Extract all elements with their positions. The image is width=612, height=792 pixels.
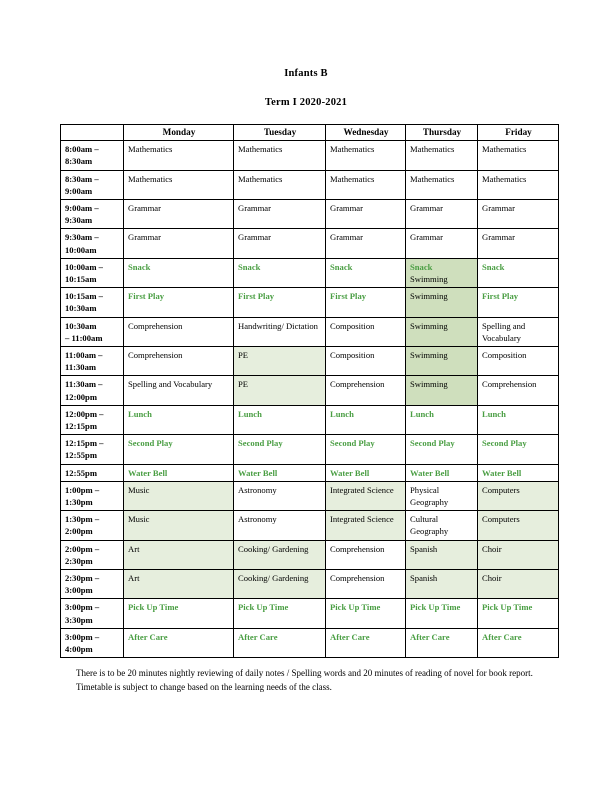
activity-label: Cooking/ Gardening <box>238 573 309 584</box>
schedule-cell <box>124 141 234 170</box>
schedule-cell <box>124 347 234 376</box>
schedule-cell <box>478 599 559 628</box>
schedule-cell <box>478 347 559 376</box>
activity-label: Mathematics <box>482 173 527 184</box>
schedule-cell <box>124 170 234 199</box>
table-row <box>61 464 559 481</box>
time-slot-label <box>61 317 124 346</box>
schedule-cell <box>478 511 559 540</box>
activity-label: Astronomy <box>238 484 277 495</box>
schedule-cell <box>234 170 326 199</box>
table-row <box>61 599 559 628</box>
activity-label: First Play <box>482 291 519 302</box>
schedule-cell <box>234 258 326 287</box>
activity-label: PE <box>238 379 249 390</box>
schedule-cell <box>234 229 326 258</box>
table-row <box>61 170 559 199</box>
activity-label: Pick Up Time <box>410 602 461 613</box>
time-line-2: 2:30pm <box>65 555 93 566</box>
activity-label: Comprehension <box>128 350 183 360</box>
time-line-1: 2:30pm – <box>65 573 100 584</box>
activity-label: Cooking/ Gardening <box>238 543 309 554</box>
activity-label: Pick Up Time <box>482 602 533 613</box>
schedule-cell <box>406 540 478 569</box>
schedule-cell <box>326 229 406 258</box>
time-line-1: 10:15am – <box>65 291 103 302</box>
footnote: There is to be 20 minutes nightly reviewing of daily notes / Spelling words and 20 minutes of reading of novel for book report. Timetable is subject to change based on the learning needs of the class. <box>76 668 533 692</box>
time-line-2: 12:55pm <box>65 450 97 461</box>
activity-label: Grammar <box>128 232 161 243</box>
schedule-cell <box>124 481 234 510</box>
schedule-cell <box>478 405 559 434</box>
time-slot-label <box>61 435 124 464</box>
time-slot-label <box>61 599 124 628</box>
activity-label: Composition <box>330 350 375 360</box>
time-slot-label <box>61 464 124 481</box>
activity-label: Art <box>128 543 140 554</box>
activity-label: Snack <box>410 261 433 272</box>
schedule-cell <box>406 229 478 258</box>
activity-label: Second Play <box>128 438 173 449</box>
schedule-cell <box>326 141 406 170</box>
schedule-cell <box>406 599 478 628</box>
table-row <box>61 141 559 170</box>
activity-label: Composition <box>330 320 375 331</box>
schedule-cell <box>478 170 559 199</box>
schedule-cell <box>234 599 326 628</box>
schedule-cell <box>124 599 234 628</box>
activity-label: Spanish <box>410 543 438 554</box>
activity-label: Pick Up Time <box>330 602 381 613</box>
activity-label: Integrated Science <box>330 484 394 495</box>
time-slot-label <box>61 540 124 569</box>
schedule-cell <box>326 376 406 405</box>
time-line-2: 12:15pm <box>65 421 97 432</box>
header-row <box>61 125 559 141</box>
activity-label: Mathematics <box>410 144 455 155</box>
column-header-wednesday: Wednesday <box>326 125 406 141</box>
time-line-2: 2:00pm <box>65 526 93 537</box>
activity-label: Second Play <box>410 438 455 449</box>
schedule-cell <box>326 258 406 287</box>
activity-label: Snack <box>128 261 151 272</box>
time-line-1: 1:30pm – <box>65 514 100 525</box>
time-slot-label <box>61 405 124 434</box>
schedule-cell <box>478 199 559 228</box>
schedule-cell <box>124 288 234 317</box>
time-line-2: – 11:00am <box>65 332 103 343</box>
activity-label: After Care <box>330 631 370 642</box>
activity-label: Lunch <box>482 408 506 419</box>
time-slot-label <box>61 141 124 170</box>
schedule-cell <box>234 317 326 346</box>
activity-label: Pick Up Time <box>238 602 289 613</box>
timetable-corner-cell <box>61 125 124 141</box>
schedule-cell <box>478 435 559 464</box>
schedule-cell <box>234 570 326 599</box>
activity-label: PE <box>238 350 249 360</box>
activity-label: Astronomy <box>238 514 277 525</box>
schedule-cell <box>326 570 406 599</box>
schedule-cell <box>406 481 478 510</box>
time-slot-label <box>61 258 124 287</box>
schedule-cell <box>326 347 406 376</box>
time-line-1: 10:00am – <box>65 261 103 272</box>
schedule-cell <box>478 481 559 510</box>
schedule-cell <box>124 229 234 258</box>
activity-label: Art <box>128 573 140 584</box>
activity-label: Music <box>128 514 150 525</box>
activity-label: Snack <box>238 261 261 272</box>
schedule-cell <box>478 258 559 287</box>
activity-label: After Care <box>128 631 168 642</box>
table-row <box>61 288 559 317</box>
activity-label: Grammar <box>482 232 515 243</box>
schedule-cell <box>326 435 406 464</box>
activity-label: Spelling and Vocabulary <box>128 379 213 390</box>
schedule-cell <box>478 229 559 258</box>
activity-label: Lunch <box>238 408 262 419</box>
column-header-monday: Monday <box>124 125 234 141</box>
time-line-2: 9:00am <box>65 185 93 196</box>
activity-label: Water Bell <box>482 467 522 478</box>
activity-label: Swimming <box>410 320 448 331</box>
schedule-cell <box>406 511 478 540</box>
time-slot-label <box>61 570 124 599</box>
table-row <box>61 481 559 510</box>
time-line-2: 8:30am <box>65 156 93 167</box>
schedule-cell <box>234 435 326 464</box>
time-line-2: 3:30pm <box>65 614 93 625</box>
schedule-cell <box>406 435 478 464</box>
activity-label: Lunch <box>330 408 354 419</box>
activity-label: Choir <box>482 543 502 554</box>
schedule-cell <box>478 288 559 317</box>
schedule-cell <box>124 511 234 540</box>
page-subtitle: Term I 2020-2021 <box>264 96 348 108</box>
time-line-1: 10:30am <box>65 320 97 331</box>
schedule-cell <box>326 288 406 317</box>
activity-label: Computers <box>482 484 520 495</box>
activity-label: Snack <box>330 261 353 272</box>
activity-label: First Play <box>238 291 275 302</box>
schedule-cell <box>124 258 234 287</box>
schedule-cell <box>326 317 406 346</box>
activity-label: Comprehension <box>330 573 385 584</box>
time-line-1: 2:00pm – <box>65 543 100 554</box>
schedule-cell <box>234 481 326 510</box>
schedule-cell <box>326 170 406 199</box>
table-row <box>61 258 559 287</box>
activity-label: Music <box>128 484 150 495</box>
time-line-1: 12:55pm <box>65 467 97 478</box>
activity-label: First Play <box>128 291 165 302</box>
activity-label: Grammar <box>330 232 363 243</box>
activity-label: Water Bell <box>128 467 168 478</box>
timetable-header <box>61 125 559 141</box>
schedule-cell <box>124 435 234 464</box>
activity-label: Grammar <box>410 202 443 213</box>
activity-label: Pick Up Time <box>128 602 179 613</box>
schedule-cell <box>478 376 559 405</box>
schedule-cell <box>406 628 478 657</box>
schedule-cell <box>326 199 406 228</box>
activity-label: Second Play <box>330 438 375 449</box>
activity-label: Composition <box>482 350 527 360</box>
time-line-1: 8:00am – <box>65 144 99 155</box>
schedule-cell <box>326 540 406 569</box>
document-heading <box>0 0 612 108</box>
time-line-2: 12:00pm <box>65 391 97 402</box>
activity-label: Computers <box>482 514 520 525</box>
activity-label: After Care <box>238 631 278 642</box>
activity-label: Mathematics <box>410 173 455 184</box>
activity-label: Mathematics <box>128 173 173 184</box>
activity-label: Grammar <box>410 232 443 243</box>
activity-label: Grammar <box>482 202 515 213</box>
activity-label: Choir <box>482 573 502 584</box>
schedule-cell <box>406 288 478 317</box>
schedule-cell <box>406 317 478 346</box>
schedule-cell <box>124 540 234 569</box>
schedule-cell <box>326 511 406 540</box>
activity-label: Physical Geography <box>410 484 449 508</box>
time-line-1: 11:00am – <box>65 350 103 360</box>
time-line-1: 9:00am – <box>65 202 99 213</box>
schedule-cell <box>124 317 234 346</box>
activity-label: Water Bell <box>330 467 370 478</box>
schedule-cell <box>124 628 234 657</box>
time-line-2: 10:15am <box>65 273 97 284</box>
time-line-2: 10:00am <box>65 244 97 255</box>
schedule-cell <box>326 481 406 510</box>
schedule-cell <box>326 628 406 657</box>
column-header-tuesday: Tuesday <box>234 125 326 141</box>
schedule-cell <box>124 405 234 434</box>
time-line-2: 4:00pm <box>65 644 93 655</box>
schedule-cell <box>326 599 406 628</box>
activity-label: Water Bell <box>238 467 278 478</box>
table-row <box>61 347 559 376</box>
time-slot-label <box>61 288 124 317</box>
activity-label: Second Play <box>482 438 527 449</box>
time-slot-label <box>61 347 124 376</box>
table-row <box>61 570 559 599</box>
schedule-cell <box>234 347 326 376</box>
time-slot-label <box>61 481 124 510</box>
table-row <box>61 540 559 569</box>
schedule-cell <box>234 405 326 434</box>
schedule-cell <box>478 628 559 657</box>
activity-label: Grammar <box>128 202 161 213</box>
activity-label: After Care <box>410 631 450 642</box>
schedule-cell <box>234 628 326 657</box>
activity-label: Lunch <box>410 408 434 419</box>
time-line-2: 1:30pm <box>65 497 93 508</box>
time-line-1: 9:30am – <box>65 232 99 243</box>
schedule-cell <box>478 141 559 170</box>
time-slot-label <box>61 511 124 540</box>
time-slot-label <box>61 229 124 258</box>
schedule-cell <box>406 258 478 287</box>
table-row <box>61 435 559 464</box>
time-slot-label <box>61 199 124 228</box>
timetable-body <box>61 141 559 658</box>
time-line-2: 3:00pm <box>65 585 93 596</box>
activity-label: Swimming <box>410 379 448 390</box>
activity-label: Mathematics <box>238 144 283 155</box>
time-slot-label <box>61 376 124 405</box>
schedule-cell <box>406 464 478 481</box>
time-line-2: 9:30am <box>65 215 93 226</box>
schedule-cell <box>234 511 326 540</box>
schedule-cell <box>124 464 234 481</box>
activity-label: Spanish <box>410 573 438 584</box>
activity-label: After Care <box>482 631 522 642</box>
schedule-cell <box>406 141 478 170</box>
time-slot-label <box>61 628 124 657</box>
table-row <box>61 229 559 258</box>
time-line-1: 1:00pm – <box>65 484 100 495</box>
activity-label: Spelling and Vocabulary <box>482 320 526 343</box>
table-row <box>61 628 559 657</box>
schedule-cell <box>234 464 326 481</box>
timetable-container <box>0 124 612 658</box>
time-line-2: 10:30am <box>65 303 97 314</box>
activity-label: Mathematics <box>330 173 375 184</box>
activity-label: Cultural Geography <box>410 514 449 537</box>
schedule-cell <box>326 405 406 434</box>
activity-label: Comprehension <box>128 320 183 331</box>
schedule-cell <box>406 570 478 599</box>
activity-label: Swimming <box>410 350 448 360</box>
table-row <box>61 376 559 405</box>
schedule-cell <box>234 540 326 569</box>
schedule-cell <box>124 376 234 405</box>
activity-label: Comprehension <box>482 379 537 390</box>
time-slot-label <box>61 170 124 199</box>
time-line-1: 11:30am – <box>65 379 103 390</box>
schedule-cell <box>406 376 478 405</box>
time-line-2: 11:30am <box>65 362 97 373</box>
activity-label: Snack <box>482 261 505 272</box>
schedule-cell <box>124 570 234 599</box>
activity-label: Water Bell <box>410 467 450 478</box>
time-line-1: 12:00pm – <box>65 408 104 419</box>
time-line-1: 3:00pm – <box>65 602 100 613</box>
activity-label: Grammar <box>238 202 271 213</box>
schedule-cell <box>124 199 234 228</box>
weekly-timetable <box>60 124 559 658</box>
schedule-cell <box>234 141 326 170</box>
activity-label: Mathematics <box>128 144 173 155</box>
column-header-friday: Friday <box>478 125 559 141</box>
activity-label: Mathematics <box>238 173 283 184</box>
activity-label: Swimming <box>410 291 448 302</box>
activity-label: Comprehension <box>330 543 385 554</box>
time-line-1: 3:00pm – <box>65 631 100 642</box>
activity-label: Lunch <box>128 408 152 419</box>
activity-label: Mathematics <box>330 144 375 155</box>
schedule-cell <box>478 540 559 569</box>
schedule-cell <box>478 464 559 481</box>
table-row <box>61 405 559 434</box>
activity-label: Second Play <box>238 438 283 449</box>
table-row <box>61 317 559 346</box>
activity-label: Integrated Science <box>330 514 394 525</box>
schedule-cell <box>234 288 326 317</box>
schedule-cell <box>406 405 478 434</box>
schedule-cell <box>326 464 406 481</box>
schedule-cell <box>478 570 559 599</box>
schedule-cell <box>234 199 326 228</box>
page-title: Infants B <box>284 68 328 79</box>
schedule-cell <box>406 170 478 199</box>
activity-label: First Play <box>330 291 367 302</box>
activity-secondary-label: Swimming <box>410 273 448 284</box>
activity-label: Grammar <box>238 232 271 243</box>
schedule-cell <box>406 347 478 376</box>
schedule-cell <box>478 317 559 346</box>
column-header-thursday: Thursday <box>406 125 478 141</box>
activity-label: Grammar <box>330 202 363 213</box>
time-line-1: 12:15pm – <box>65 438 104 449</box>
schedule-cell <box>234 376 326 405</box>
table-row <box>61 199 559 228</box>
activity-label: Handwriting/ Dictation <box>238 320 318 331</box>
table-row <box>61 511 559 540</box>
time-line-1: 8:30am – <box>65 173 99 184</box>
schedule-cell <box>406 199 478 228</box>
activity-label: Mathematics <box>482 144 527 155</box>
activity-label: Comprehension <box>330 379 385 390</box>
